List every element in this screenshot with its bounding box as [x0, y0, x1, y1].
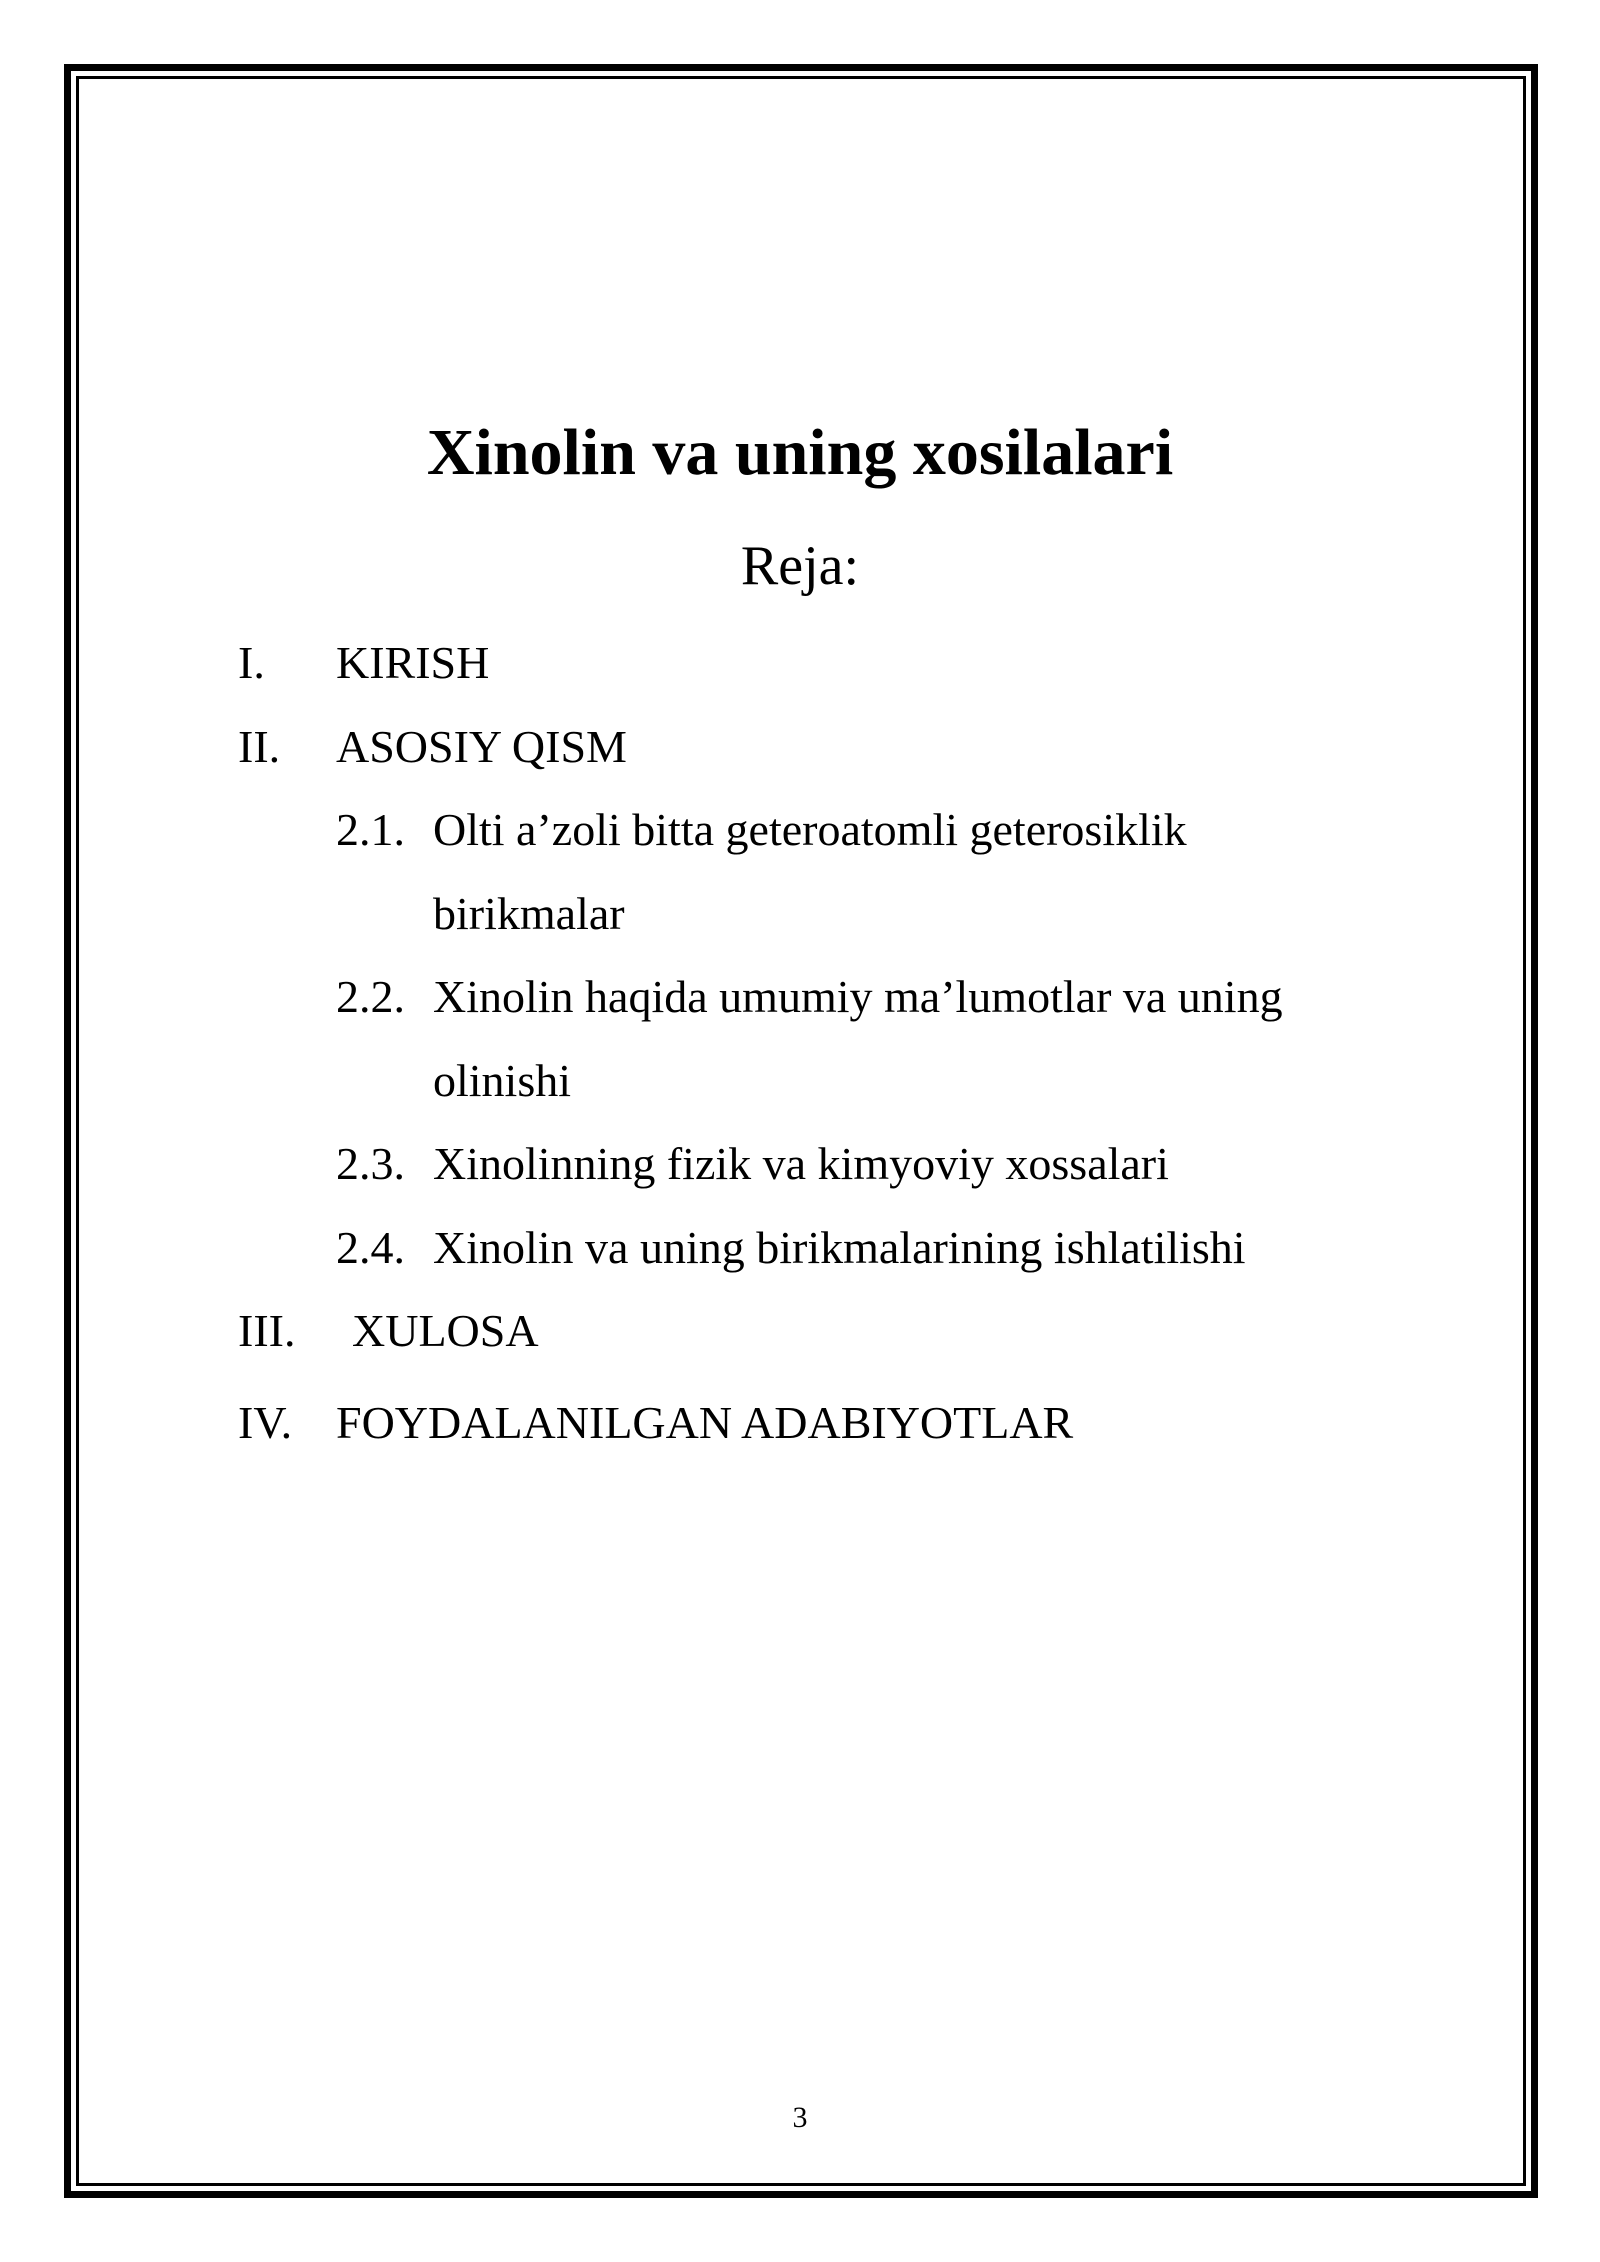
- plan-item-number: IV.: [238, 1397, 293, 1448]
- plan-subitem-text: Xinolin va uning birikmalarining ishlatilishi: [433, 1222, 1246, 1273]
- plan-subitem-text: Xinolin haqida umumiy ma’lumotlar va uning: [433, 971, 1283, 1022]
- plan-subitem-number: 2.4.: [336, 1222, 405, 1273]
- plan-subitem-number: 2.2.: [336, 971, 405, 1022]
- plan-subitem-text: Olti a’zoli bitta geteroatomli geterosiklik: [433, 804, 1187, 855]
- page-number: 3: [792, 2101, 808, 2134]
- plan-item-text: FOYDALANILGAN ADABIYOTLAR: [336, 1397, 1074, 1448]
- plan-subitem-text-continued: birikmalar: [433, 888, 625, 939]
- plan-item-text: ASOSIY QISM: [336, 721, 627, 772]
- plan-item-number: III.: [238, 1305, 296, 1356]
- page-border-inner: [76, 76, 1526, 2186]
- document-title: Xinolin va uning xosilalari: [426, 416, 1174, 489]
- plan-subitem-text: Xinolinning fizik va kimyoviy xossalari: [433, 1138, 1169, 1189]
- plan-subitem-number: 2.3.: [336, 1138, 405, 1189]
- plan-heading: Reja:: [740, 535, 860, 597]
- plan-subitem-number: 2.1.: [336, 804, 405, 855]
- plan-item-text: XULOSA: [352, 1305, 539, 1356]
- plan-subitem-text-continued: olinishi: [433, 1055, 572, 1106]
- plan-item-text: KIRISH: [336, 637, 490, 688]
- plan-item-number: I.: [238, 637, 265, 688]
- plan-item-number: II.: [238, 721, 281, 772]
